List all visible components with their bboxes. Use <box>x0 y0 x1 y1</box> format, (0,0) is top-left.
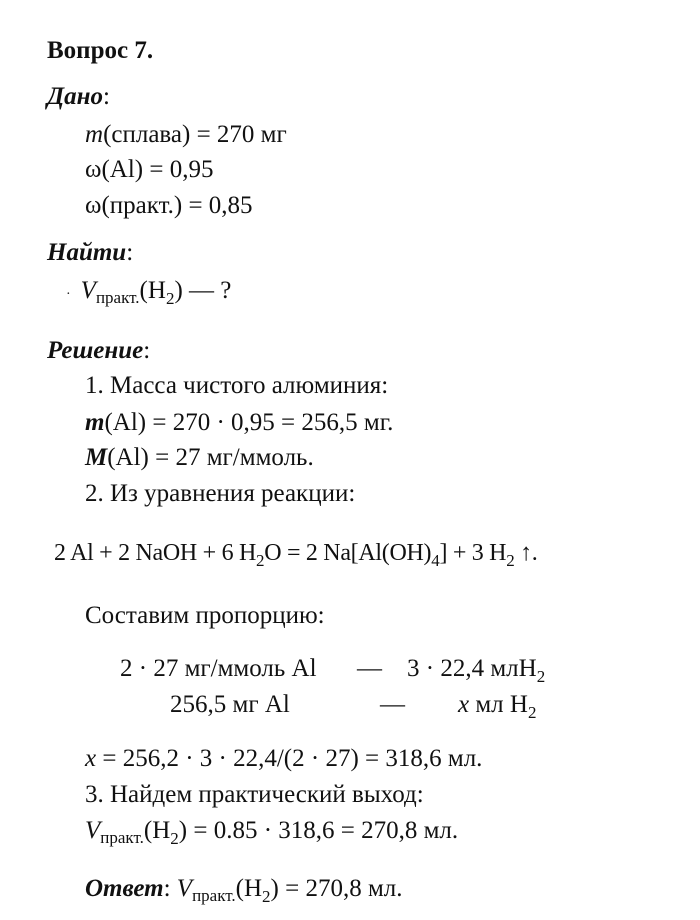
given-heading: Дано: <box>47 83 110 110</box>
question-title: Вопрос 7. <box>47 37 154 64</box>
given-mass-alloy: m(сплава) = 270 мг <box>85 121 287 148</box>
solution-heading: Решение: <box>47 337 151 364</box>
given-omega-al: ω(Al) = 0,95 <box>85 156 214 183</box>
given-omega-yield: ω(практ.) = 0,85 <box>85 192 253 219</box>
reaction-equation: 2 Al + 2 NaOH + 6 $H_2O = 2$ $Na[Al(OH)_4] + 3$ $H_2$ ↑. <box>54 540 538 570</box>
find-heading: Найти: <box>47 239 134 266</box>
proportion-label: Составим пропорцию: <box>85 602 325 629</box>
answer-line: Ответ: $V_{практ.}(H_2) = 270,8$ мл. <box>85 875 403 906</box>
step-2-text: 2. Из уравнения реакции: <box>85 480 356 507</box>
given-label: Дано <box>47 83 103 110</box>
answer-label: Ответ <box>85 875 164 902</box>
mass-al-line: m(Al) = 270 · 0,95 = 256,5 мг. <box>85 409 394 436</box>
x-calculation-line: x = 256,2 · 3 · 22,4/(2 · 27) = 318,6 мл. <box>85 745 483 772</box>
practical-yield-line: $V_{практ.}(H_2) = 0.85 \cdot 318,6 = 270,8$ мл. <box>85 817 459 848</box>
find-target: · $V_{практ.}(H_2)$ — ? <box>66 277 232 308</box>
bullet-dot: · <box>66 287 71 302</box>
step-1-text: 1. Масса чистого алюминия: <box>85 372 389 399</box>
molar-mass-line: M(Al) = 27 мг/ммоль. <box>85 444 314 471</box>
step-3-text: 3. Найдем практический выход: <box>85 781 424 808</box>
